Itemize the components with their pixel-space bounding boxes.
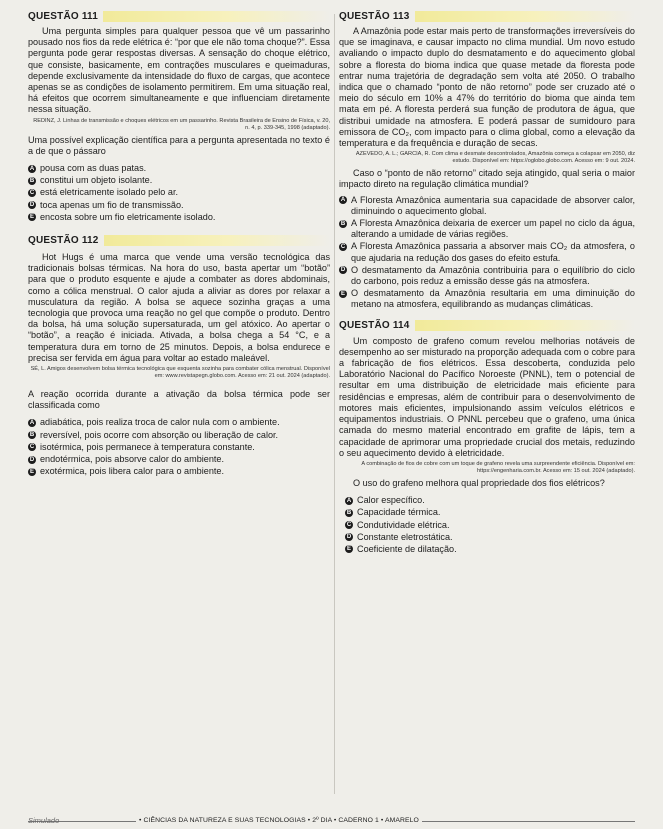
option-letter-icon: D [29, 202, 35, 209]
footer-text: • CIÊNCIAS DA NATUREZA E SUAS TECNOLOGIAS • 2º DIA • CADERNO 1 • AMARELO [136, 815, 422, 827]
question-header [28, 234, 330, 246]
option-letter-icon: D [340, 267, 346, 274]
question-text: Uma pergunta simples para qualquer pessoa que vê um passarinho pousado nos fios da rede elétrica é: “por que ele não toma choque?”. Essa pergunta pode gerar respostas diversas. A sensação do choque elétrico, que consiste, basicamente, em contrações musculares e queimaduras, depende exclusivamente da intensidade do fluxo de cargas, que acontece apenas se as condições de isolamento permitirem. Em uma situação real, há efeitos que ocorrem simultaneamente e que influenciam diretamente nessa situação. [28, 26, 330, 115]
option-c[interactable] [339, 241, 635, 263]
option-letter-icon: A [29, 165, 35, 172]
option-text: Capacidade térmica. [357, 507, 441, 518]
option-text: O desmatamento da Amazônia contribuiria para o equilíbrio do ciclo do carbono, pois reduz a emissão desse gás na atmosfera. [351, 264, 635, 287]
option-letter-icon: C [340, 243, 346, 250]
option-a[interactable] [28, 163, 330, 174]
source-reference: AZEVEDO, A. L.; GARCIA, R. Com clima e desmate descontrolados, Amazônia começa a colapsar em 2050, diz estudo. Disponível em: https://oglobo.globo.com. Acesso em: 9 out. 2024. [355, 151, 635, 165]
header-bar [103, 11, 330, 22]
source-reference: A combinação de fios de cobre com um toque de grafeno revela uma surpreendente eficiência. Disponível em: https://engenharia.com.br. Acesso em: 15 out. 2024 (adaptado). [361, 460, 635, 474]
question-title: QUESTÃO 112 [28, 234, 99, 246]
option-text: endotérmica, pois absorve calor do ambiente. [40, 454, 224, 465]
question-prompt: A reação ocorrida durante a ativação da bolsa térmica pode ser classificada como [28, 389, 330, 411]
option-letter-icon: A [346, 497, 352, 504]
option-text: toca apenas um fio de transmissão. [40, 199, 184, 210]
option-e[interactable] [28, 212, 330, 223]
option-text: O desmatamento da Amazônia resultaria em uma diminuição do metano na atmosfera, equilibrando as mudanças climáticas. [351, 288, 635, 310]
option-letter-icon: C [346, 522, 352, 529]
option-letter-icon: D [346, 534, 352, 541]
source-reference: REDINZ, J. Linhas de transmissão e choques elétricos em um passarinho. Revista Brasileira de Ensino de Física, v. 20, n. 4, p. 339-345, 1998 (adaptado). [33, 117, 330, 131]
question-header [339, 10, 635, 22]
option-b[interactable] [339, 218, 635, 240]
option-text: constitui um objeto isolante. [40, 175, 153, 186]
question-title: QUESTÃO 114 [339, 320, 410, 332]
option-text: reversível, pois ocorre com absorção ou liberação de calor. [40, 429, 279, 440]
question-header [339, 320, 635, 332]
option-text: encosta sobre um fio eletricamente isolado. [40, 211, 216, 222]
question-text: A Amazônia pode estar mais perto de transformações irreversíveis do que se imaginava, e causar impacto no clima mundial. Um novo estudo avaliando o impacto duplo do desmatamento e do aquecimento global sobre a floresta do bioma indica que quase metade da floresta pode entrar numa trajetória de degradação sem volta até 2050. O trabalho indica que o chamado “ponto de não retorno” pode ser cruzado até o meio do século em 10% a 47% do território do bioma que ainda tem mata em pé. A floresta perderá sua função de produtora de água, que distribui umidade na atmosfera. E poderá passar de sumidouro para emissora de CO₂, com impacto para o clima global, como a elevação da temperatura e da frequência e duração de secas. [339, 26, 635, 149]
source-reference: SÉ, L. Amigos desenvolvem bolsa térmica tecnológica que esquenta sozinha para combater cólica menstrual. Disponível em: www.revistapegn.globo.com. Acesso em: 21 out. 2024 (adaptado). [30, 366, 330, 380]
question-title: QUESTÃO 111 [28, 10, 99, 22]
option-b[interactable] [28, 175, 330, 186]
option-letter-icon: E [29, 214, 34, 221]
question-prompt: Caso o “ponto de não retorno” citado seja atingido, qual seria o maior impacto direto na regulação climática mundial? [339, 168, 635, 190]
option-letter-icon: D [29, 456, 35, 463]
option-text: adiabática, pois realiza troca de calor nula com o ambiente. [40, 417, 280, 428]
option-text: Coeficiente de dilatação. [357, 543, 457, 554]
question-112 [28, 234, 330, 477]
option-text: A Floresta Amazônica aumentaria sua capacidade de absorver calor, diminuindo o aquecimento global. [351, 194, 635, 216]
option-e[interactable] [28, 466, 330, 477]
option-text: Calor específico. [357, 495, 425, 506]
option-letter-icon: B [340, 220, 346, 227]
option-d[interactable] [28, 200, 330, 211]
option-text: exotérmica, pois libera calor para o ambiente. [40, 466, 224, 477]
option-text: A Floresta Amazônica passaria a absorver mais CO₂ da atmosfera, o que ajudaria na redução dos gases do efeito estufa. [351, 241, 635, 263]
footer-simulado: Simulado [28, 816, 60, 825]
option-a[interactable] [28, 417, 330, 428]
option-text: A Floresta Amazônica deixaria de exercer um papel no ciclo da água, alterando a umidade de várias regiões. [351, 218, 635, 240]
header-bar [104, 235, 330, 246]
option-letter-icon: C [29, 444, 35, 451]
question-111 [28, 10, 330, 223]
header-bar [415, 320, 635, 331]
option-b[interactable] [345, 507, 635, 518]
option-text: está eletricamente isolado pelo ar. [40, 187, 179, 198]
option-letter-icon: E [340, 290, 345, 297]
option-c[interactable] [345, 520, 635, 531]
question-text: Um composto de grafeno comum revelou melhorias notáveis de desempenho ao ser misturado na proporção adequada com o cobre para a fabricação de fios elétricos. Essa descoberta, conduzida pelo Laboratório Nacional do Pacífico Noroeste (PNNL), tem o potencial de resultar em uma distribuição de eletricidade mais eficiente para residências e empresas, além de contribuir para o desenvolvimento de motores mais eficientes, impulsionando assim veículos elétricos e equipamentos industriais. O PNNL percebeu que o grafeno, uma única camada do mesmo material encontrado em grafite de lápis, tem a capacidade de aprimorar uma propriedade crucial dos metais, reduzindo o seu aquecimento devido à eletricidade. [339, 335, 635, 458]
option-text: pousa com as duas patas. [40, 163, 147, 174]
option-text: Constante eletrostática. [357, 531, 453, 542]
option-d[interactable] [28, 454, 330, 465]
question-prompt: Uma possível explicação científica para a pergunta apresentada no texto é a de que o pássaro [28, 134, 330, 156]
option-text: isotérmica, pois permanece à temperatura constante. [40, 441, 255, 452]
option-letter-icon: B [346, 509, 352, 516]
options-list [339, 495, 635, 555]
option-letter-icon: B [29, 177, 35, 184]
question-113 [339, 10, 635, 311]
option-d[interactable] [345, 532, 635, 543]
question-text: Hot Hugs é uma marca que vende uma versão tecnológica das tradicionais bolsas térmicas. Na hora do uso, basta apertar um “botão” para que o produto esquente e ajude a combater as dores abdominais, como a cólica menstrual. O calor ajuda a aliviar as dores por relaxar a musculatura da região. A bolsa se aquece sozinha graças a uma tecnologia que provoca uma reação no gel que compõe o produto. Dentro da bolsa, há uma solução supersaturada, um gel atóxico. Ao apertar o “botão”, a reação é iniciada. Ativada, a bolsa chega a 54 °C, e a temperatura dura em torno de 25 minutos. Depois, a bolsa endurece e precisa ser fervida em água para voltar ao estado maleável. [28, 252, 330, 363]
option-e[interactable] [345, 544, 635, 555]
option-a[interactable] [339, 195, 635, 217]
option-letter-icon: E [29, 468, 34, 475]
question-114 [339, 320, 635, 555]
option-letter-icon: A [340, 197, 346, 204]
question-title: QUESTÃO 113 [339, 10, 410, 22]
option-c[interactable] [28, 442, 330, 453]
option-text: Condutividade elétrica. [357, 519, 450, 530]
option-c[interactable] [28, 187, 330, 198]
option-letter-icon: B [29, 432, 35, 439]
question-header [28, 10, 330, 22]
page-footer [28, 815, 635, 827]
right-column [339, 10, 635, 556]
option-letter-icon: A [29, 419, 35, 426]
option-d[interactable] [339, 265, 635, 287]
option-b[interactable] [28, 430, 330, 441]
option-letter-icon: E [346, 546, 351, 553]
left-column [28, 10, 330, 479]
column-divider [334, 14, 335, 794]
header-bar [415, 11, 635, 22]
option-e[interactable] [339, 288, 635, 310]
question-prompt: O uso do grafeno melhora qual propriedade dos fios elétricos? [353, 477, 605, 488]
option-a[interactable] [345, 495, 635, 506]
option-letter-icon: C [29, 189, 35, 196]
